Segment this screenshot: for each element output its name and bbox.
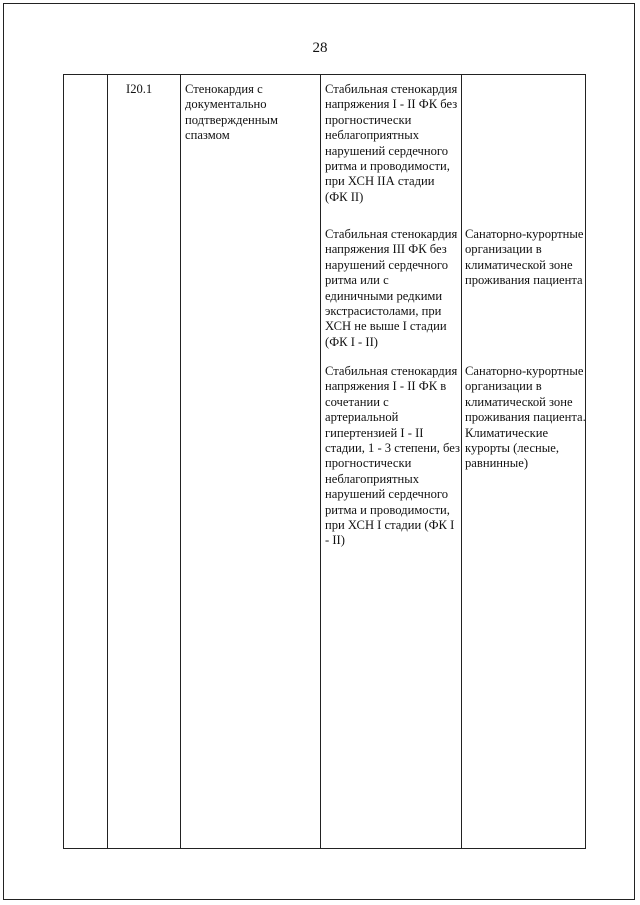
condition-text: Стабильная стенокардия напряжения III ФК без нарушений сердечного ритма или с единичными редкими экстрасистолами, при ХСН не выше I стадии (ФК I - II) [325, 227, 458, 349]
icd-code: I20.1 [126, 82, 153, 96]
resort-recommendation: Санаторно-курортные организации в климатической зоне проживания пациента. Климатические курорты (лесные, равнинные) [465, 364, 586, 471]
table-column-divider [320, 74, 321, 849]
diagnosis-name: Стенокардия с документально подтвержденным спазмом [185, 82, 278, 143]
table-top-border [63, 74, 586, 75]
table-column-divider [461, 74, 462, 849]
condition-text: Стабильная стенокардия напряжения I - II ФК без прогностически неблагоприятных нарушений сердечного ритма и проводимости, при ХСН IIА стадии (ФК II) [325, 82, 458, 204]
page-number: 28 [312, 40, 328, 56]
resort-recommendation: Санаторно-курортные организации в климатической зоне проживания пациента [465, 227, 584, 288]
table-column-divider [107, 74, 108, 849]
table-column-divider [63, 74, 64, 849]
table-column-divider [180, 74, 181, 849]
document-table [63, 74, 586, 849]
table-bottom-border [63, 848, 586, 849]
condition-text: Стабильная стенокардия напряжения I - II ФК в сочетании с артериальной гипертензией I - II стадии, 1 - 3 степени, без прогностически неблагоприятных нарушений сердечного ритма и проводимости, при ХСН I стадии (ФК I - II) [325, 364, 461, 548]
